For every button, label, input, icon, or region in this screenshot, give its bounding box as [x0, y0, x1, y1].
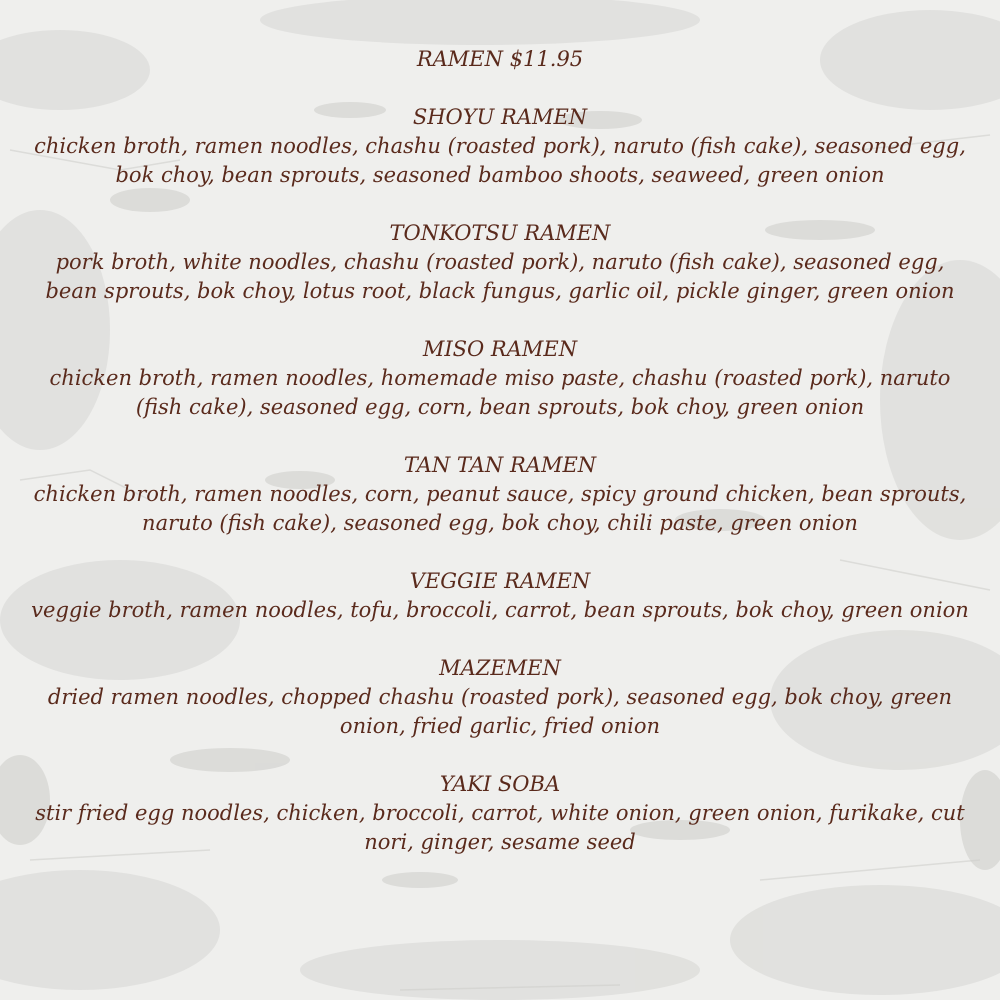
menu-item-tonkotsu-ramen [0, 218, 1000, 306]
menu-item-tan-tan-ramen [0, 450, 1000, 538]
menu-item-description: stir fried egg noodles, chicken, broccoli, carrot, white onion, green onion, furikake, cut nori, ginger, sesame seed [35, 801, 965, 854]
menu-item-name: TAN TAN RAMEN [403, 453, 597, 477]
menu-item-description: dried ramen noodles, chopped chashu (roasted pork), seasoned egg, bok choy, green onion, fried garlic, fried onion [47, 685, 953, 738]
menu-header-price: RAMEN $11.95 [416, 47, 584, 71]
menu-item-shoyu-ramen [0, 102, 1000, 190]
menu-item-description: chicken broth, ramen noodles, chashu (roasted pork), naruto (fish cake), seasoned egg, bok choy, bean sprouts, seasoned bamboo shoots, seaweed, green onion [34, 134, 966, 187]
menu-item-name: VEGGIE RAMEN [409, 569, 591, 593]
ramen-menu [0, 44, 1000, 885]
menu-item-yaki-soba [0, 769, 1000, 857]
menu-item-name: SHOYU RAMEN [412, 105, 588, 129]
menu-item-description: veggie broth, ramen noodles, tofu, broccoli, carrot, bean sprouts, bok choy, green onion [31, 598, 969, 622]
menu-item-description: chicken broth, ramen noodles, homemade miso paste, chashu (roasted pork), naruto (fish cake), seasoned egg, corn, bean sprouts, bok choy, green onion [49, 366, 951, 419]
menu-item-description: pork broth, white noodles, chashu (roasted pork), naruto (fish cake), seasoned egg, bean sprouts, bok choy, lotus root, black fungus, garlic oil, pickle ginger, green onion [45, 250, 955, 303]
menu-item-miso-ramen [0, 334, 1000, 422]
menu-item-description: chicken broth, ramen noodles, corn, peanut sauce, spicy ground chicken, bean sprouts, naruto (fish cake), seasoned egg, bok choy, chili paste, green onion [33, 482, 967, 535]
menu-item-name: MAZEMEN [439, 656, 561, 680]
menu-item-name: MISO RAMEN [422, 337, 578, 361]
menu-item-name: YAKI SOBA [439, 772, 561, 796]
menu-item-veggie-ramen [0, 566, 1000, 625]
menu-item-mazemen [0, 653, 1000, 741]
menu-item-name: TONKOTSU RAMEN [389, 221, 611, 245]
